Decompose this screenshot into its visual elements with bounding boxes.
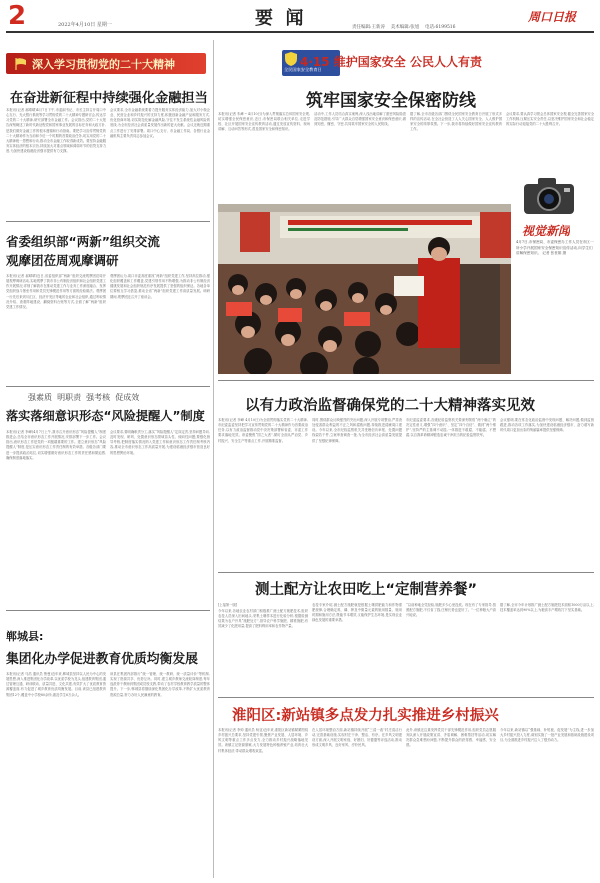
security-photo (218, 204, 511, 374)
supervision-headline: 以有力政治监督确保党的二十大精神落实见效 (245, 398, 535, 414)
security-body-d: 会议要求,要认真学习领会总体国家安全观,健全完善国家安全工作机制,压紧压实安全责任,以坚决维护国家安全和社会稳定的实际行动迎接党的二十大胜利召开。 (506, 112, 594, 127)
divider-1 (6, 221, 210, 222)
exchange-headline-line2: 观摩团莅周观摩调研 (6, 253, 119, 268)
supervision-col-4: 会议强调,要在常态化政治监督中发现问题、解决问题,做到监督跟进,推动各项工作落实,为加快建设临港经济强市、奋力谱写新时代周口更加出彩的绚丽篇章提供坚强保障。 (500, 418, 594, 433)
classroom-photo-illustration (218, 204, 511, 374)
shield-icon (285, 52, 297, 66)
paper-name-logo: 周口日报 (528, 10, 577, 24)
security-body-a: 本报讯(记者 朱峰 ─ 4月10日)为深入贯彻落实总体国家安全观,切实增强全民保密意识,近日,市保密局联合相关单位,走进学校、社区开展国家安全宣传教育活动,通过发放宣传资料、现场讲解、互动问答等形式,普及国家安全和保密知识。 (218, 112, 310, 132)
page-number: 2 (8, 1, 27, 31)
huaiyang-body-a: 本报讯(记者 李帅 通讯员 杨亚)近年来,淮阳区新站镇紧紧围绕乡村振兴总要求,坚持党建引领,聚焦产业发展、人居环境、乡风文明等重点工作多点发力,全力推动乡村振兴战略落地见效。该镇立足资源禀赋,大力发展特色种植养殖产业,培育壮大村集体经济,带动群众增收致富。 (218, 728, 308, 753)
banner-text: 4·15 维护国家安全 公民人人有责 (300, 55, 482, 69)
divider-right-2 (218, 572, 594, 573)
fertilizer-headline: 测土配方让农田吃上“定制营养餐” (255, 582, 478, 598)
huaiyang-body-c: 此外,该镇还注重发挥党员干部先锋模范作用,组织党员志愿服务队深入开展政策宣讲、矛盾调解、困难帮扶等活动,切实解决群众急难愁盼问题,不断提升群众的获得感、幸福感、安全感。 (406, 728, 496, 748)
exchange-body-right: 观摩团认为,周口市委高度重视“两新”组织党建工作,坚持高位推动,强化组织覆盖和工作覆盖,党建引领作用不断增强,为推动非公有制经济健康发展和社会组织规范有序发展提供了坚强的组织保证。各地各单位要相互学习借鉴,推动全省“两新”组织党建工作高质量发展。调研期间,观摩团还召开了座谈会。 (110, 274, 210, 299)
system-body-right: 会议要求,要明确职责分工,落实“风险提醒人”定岗定责,坚持问题导向,及时发现、研判、处置意识形态领域苗头性、倾向性问题;要强化督导考核,把制度落实情况纳入党建工作和意识形态工作责任制考核内容,推动全市意识形态工作高质量开展,为建设临港经济强市营造良好的思想舆论环境。 (110, 430, 210, 455)
jiangcheng-body-left: 本报讯(记者 马浩 通讯员 鲁曼)近年来,郸城县坚持以人民为中心的发展思想,深入推进集团化办学改革,以优质学校为龙头,组建教育集团,通过管理互通、研训联动、质量共进、文化共建,有效扩大了优质教育资源覆盖面,有力促进了城乡教育优质均衡发展。目前,该县已组建教育集团12个,覆盖中小学校80余所,惠及学生6万余人。 (6, 672, 106, 697)
huaiyang-headline: 淮阳区:新站镇多点发力扎实推进乡村振兴 (232, 708, 499, 724)
fertilizer-body-c: “以前种地全凭经验,施肥多少心里没底。现在有了专家指导,按照配方施肥,不仅省了钱,庄稼长势也更好了。”一位种粮大户高兴地说。 (406, 603, 496, 618)
banner-sub: 全民国家安全教育日 (284, 67, 322, 72)
supervision-col-3: 市纪委监委要求,各级纪检监察机关要深刻领悟“两个确立”的决定性意义,增强“四个意识”、坚定“四个自信”、做到“两个维护”,坚持严的主基调不动摇,一体推进不敢腐、不能腐、不想腐,以自我革命精神锻造忠诚干净担当的纪检监察铁军。 (406, 418, 496, 438)
jiangcheng-headline: 集团化办学促进教育优质均衡发展 (6, 652, 198, 667)
supervision-col-2: 同时,围绕群众反映强烈的突出问题,深入开展专项整治,严肃查处侵害群众利益的不正之风和腐败问题,持续推进清廉周口建设。今年以来,全市纪检监察机关共受理信访举报、处置问题线索若干件,立案审查调查一批,为全市经济社会高质量发展提供了坚强纪律保障。 (312, 418, 402, 443)
security-body-b: 活动中,工作人员结合真实案例,深入浅出地讲解了泄密风险隐患及防范措施,引导广大群众自觉增强国家安全意识和保密意识,做到知密、懂密、守密,共同筑牢国家安全的人民防线。 (314, 112, 406, 127)
theme-ribbon (6, 53, 206, 74)
huaiyang-body-d: 今年以来,新站镇以“强基础、补短板、促发展”为主线,进一步加大乡村振兴投入力度,谋划实施了一批产业发展和基础设施建设项目,为全面推进乡村振兴注入了强劲动力。 (500, 728, 594, 743)
jiangcheng-body-right: 该县在集团内部推行“统一管理、统一教研、统一质量评价”等机制,实现了资源共享、优势互补。同时,建立城乡教师交流轮岗制度,每年选派骨干教师到集团成员校支教,带动了农村学校教育教学质量的整体提升。下一步,郸城县将继续深化集团化办学改革,不断扩大优质教育资源总量,努力办好人民满意的教育。 (110, 672, 210, 697)
visual-news-label: 视觉新闻 (522, 224, 571, 238)
security-body-c: 据了解,全市各级各部门围绕全民国家安全教育日开展了形式多样的宣传活动,在全社会营造了人人关心国家安全、人人维护国家安全的浓厚氛围。下一步,我市将持续做好国家安全宣传教育工作。 (410, 112, 502, 132)
system-body-left: 本报讯(记者 李峰)4月7日上午,我市召开意识形态“风险提醒人”制度推进会,总结全市意识形态工作开展情况,安排部署下一步工作。会议指出,意识形态工作是党的一项极端重要的工作。建立意识形态“风险提醒人”制度,是压实意识形态工作责任制的有效举措。各级各部门要进一步提高政治站位,切实增强做好意识形态工作的责任感和紧迫感,确保制度落地落实。 (6, 430, 106, 460)
finance-body-left: 本报讯(记者 郝晴晴)4月7日下午,市委副书记、市长主持召开周口中心支行、光大银行系统等学习贯彻党的二十大精神专题研讨会,传达学习党的二十大精神,研究部署全市金融工作。会议指出,党的二十大报告深刻阐述了新时代新征程党和国家事业发展的目标任务和大政方针,是我们做好金融工作的根本遵循和行动指南。要把学习宣传贯彻党的二十大精神作为当前和今后一个时期的首要政治任务,切实用党的二十大精神统一思想和行动,推动全市金融工作取得新成效。要坚持金融服务实体经济的根本宗旨,持续加大对重点领域和薄弱环节的信贷支持力度,为加快建设临港经济强市提供有力支撑。 (6, 108, 106, 154)
ribbon-flag-icon (14, 56, 28, 70)
fertilizer-body-d: 据了解,全市今年计划推广测土配方施肥技术面积1000万亩以上,技术覆盖率达到90%以上,为粮食丰产增收打下坚实基础。 (500, 603, 594, 613)
column-separator-left (213, 40, 214, 878)
exchange-headline-line1: 省委组织部“两新”组织交流 (6, 234, 160, 249)
ribbon-text: 深入学习贯彻党的二十大精神 (32, 58, 175, 71)
finance-headline: 在奋进新征程中持续强化金融担当 (10, 91, 208, 106)
fertilizer-body-a: 今年以来,各地农业农村部门积极推广测土配方施肥技术,组织农技人员深入田间地头,采集土壤样本进行化验分析,根据检测结果为农户开具“施肥处方”,指导农户科学施肥、精准施肥,有效减少了化肥用量,提高了肥料利用率和农作物产量。 (218, 609, 308, 629)
finance-body-right: 会议要求,全市金融系统要着力提升服务实体经济能力,加大对小微企业、民营企业和乡村振兴的支持力度,积极创新金融产品和服务方式,优化营商环境,切实防范化解金融风险,守住不发生系统性金融风险的底线,为全市经济社会高质量发展作出新的更大贡献。会议还就近期重点工作进行了安排部署。周口中心支行、市金融工作局、各银行业金融机构主要负责同志参加会议。 (110, 108, 210, 138)
system-headline: 落实落细意识形态“风险提醒人”制度 (6, 409, 205, 423)
jiangcheng-kicker: 郸城县: (6, 630, 44, 643)
system-kicker: 强素质 明职责 强考核 促成效 (28, 393, 140, 402)
date-line: 2022年4月10日 星期一 (58, 22, 112, 28)
security-banner (282, 50, 510, 76)
huaiyang-body-b: 在人居环境整治方面,新站镇持续开展“三清一改”村庄清洁行动,完善基础设施,实现村庄干净、整洁、有序。在乡风文明建设方面,深入开展文明家庭、好媳妇、好婆婆等评选活动,推动形成文明乡风、良好家风、淳朴民风。 (312, 728, 402, 748)
divider-right-1 (218, 380, 594, 381)
masthead-rule (6, 31, 594, 33)
section-title: 要 闻 (255, 8, 304, 29)
divider-right-3 (218, 697, 594, 698)
masthead (0, 0, 600, 34)
fertilizer-body-b: 农技专家介绍,测土配方施肥就是根据土壤供肥能力和作物需肥规律,合理确定氮、磷、钾及中微量元素的施用数量、施用时期和施用方法,既能节本增效,又能保护生态环境,是实现农业绿色发展的重要举措。 (312, 603, 402, 623)
camera-icon (520, 174, 578, 218)
fertilizer-byline: [上接第一版] (218, 603, 238, 607)
divider-2 (6, 386, 210, 387)
exchange-body-left: 本报讯(记者 郝晴晴)近日,省委组织部“两新”组织交流观摩团莅周开展观摩调研活动,实地观摩了我市非公有制经济组织和社会组织党建工作开展情况,详细了解我市在推动党建工作与业务工作深度融合、发挥党组织战斗堡垒作用和党员先锋模范作用等方面的经验做法。观摩团一行先后来到川汇区、经济开发区等地的企业和社会组织,通过听取情况介绍、查看阵地建设、翻阅资料台账等方式,全面了解“两新”组织党建工作情况。 (6, 274, 106, 309)
editor-line: 责任编辑:王新涛 美术编辑:张旭 电话:6199516 (352, 25, 456, 30)
security-photo-caption: 4月7日,市保密局、市委保密办工作人员在市区一所小学开展国家安全保密知识宣传活动,向学生们讲解保密知识。 记者 张世雄 摄 (516, 240, 594, 256)
supervision-col-1: 本报讯(记者 李峰 4月10日)为全面贯彻落实党的二十大精神,市纪委监委坚持把学习宣传贯彻党的二十大精神作为首要政治任务,以有力政治监督推动党中央决策部署和省委、市委工作要求落地见效。该委聚焦“国之大者”,紧盯全面从严治党、乡村振兴、安全生产等重点工作,开展精准监督。 (218, 418, 308, 443)
security-headline: 筑牢国家安全保密防线 (306, 91, 476, 111)
divider-3 (6, 610, 210, 611)
